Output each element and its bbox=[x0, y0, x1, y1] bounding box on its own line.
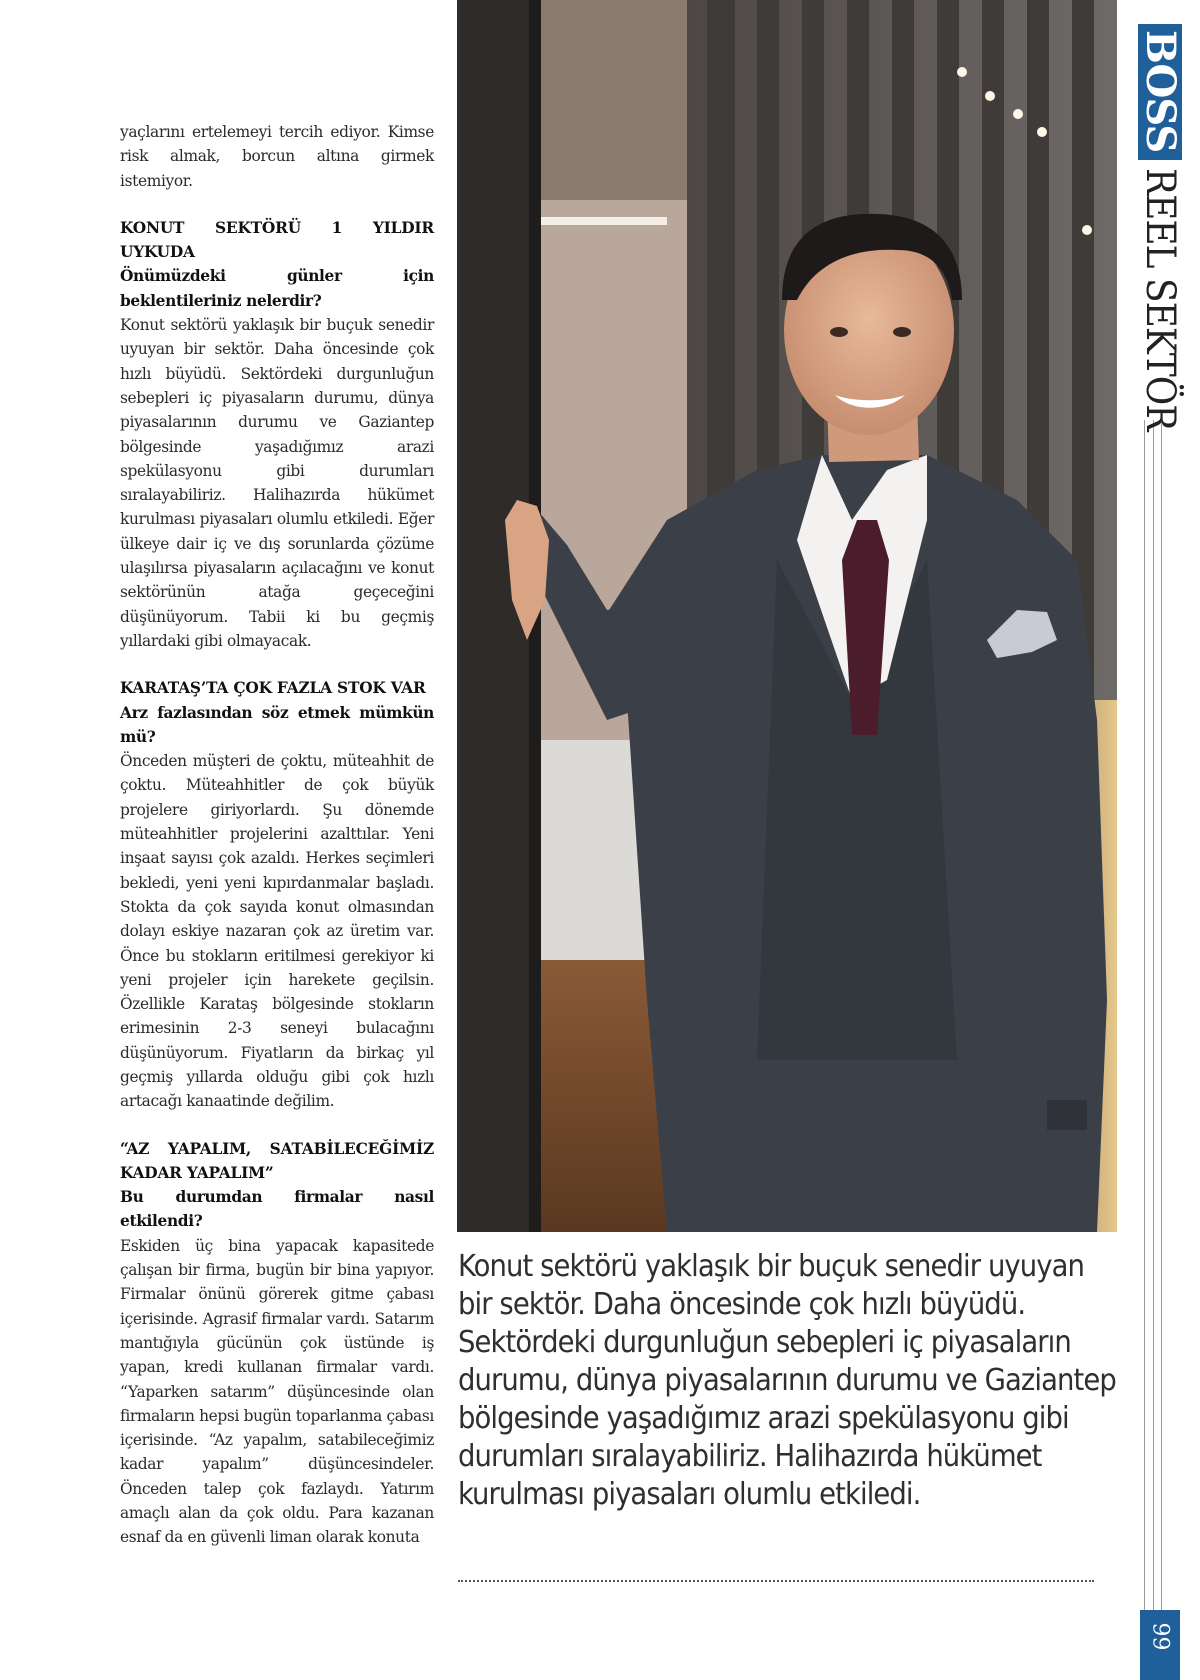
side-decorative-lines bbox=[1144, 420, 1179, 1610]
interview-question: Bu durumdan firmalar nasıl etkilendi? bbox=[120, 1188, 434, 1231]
intro-paragraph: yaçlarını ertelemeyi tercih ediyor. Kimse risk almak, borcun altına girmek istemiyor. bbox=[120, 123, 434, 190]
portrait-photo bbox=[457, 0, 1117, 1232]
interview-question: Arz fazlasından söz etmek mümkün mü? bbox=[120, 703, 434, 746]
section-heading: “AZ YAPALIM, SATABİLECEĞİMİZ KADAR YAPALIM” bbox=[120, 1139, 434, 1182]
interview-answer: Konut sektörü yaklaşık bir buçuk senedir uyuyan bir sektör. Daha öncesinde çok hızlı büyüdü. Sektördeki durgunluğun sebepleri iç piyasaların durumu, dünya piyasalarının durumu ve Gaziantep bölgesinde yaşadığımız arazi spekülasyonu gibi durumları sıralayabiliriz. Halihazırda hükümet kurulması piyasaları olumlu etkiledi. Eğer ülkeye dair iç ve dış sorunlarda çözüme ulaşılırsa piyasaların açılacağını ve konut sektörünün atağa geçeceğini düşünüyorum. Tabii ki bu geçmiş yıllardaki gibi olmayacak. bbox=[120, 316, 434, 650]
interview-answer: Önceden müşteri de çoktu, müteahhit de çoktu. Müteahhitler de çok büyük projelere giriyorlardı. Şu dönemde müteahhitler projelerini azalttılar. Yeni inşaat sayısı çok azaldı. Herkes seçimleri bekledi, yeni yeni kıpırdanmalar başladı. Stokta da çok sayıda konut olmasından dolayı eskiye nazaran çok az üretim var. Önce bu stokların eritilmesi gerekiyor ki yeni projeler için harekete geçilsin. Özellikle Karataş bölgesinde stokların erimesinin 2-3 seneyi bulacağını düşünüyorum. Fiyatların da birkaç yıl geçmiş yıllarda olduğu gibi çok hızlı artacağı kanaatinde değilim. bbox=[120, 752, 434, 1111]
interview-answer: Eskiden üç bina yapacak kapasitede çalışan bir firma, bugün bir bina yapıyor. Firmalar önünü görerek gitme çabası içerisinde. Agrasif firmalar vardı. Satarım mantığıyla gücünün çok üstünde iş yapan, kredi kullanan firmalar vardı. “Yaparken satarım” düşüncesinde olan firmaların hepsi bugün toparlanma çabası içerisinde. “Az yapalım, satabileceğimiz kadar yapalım” düşüncesindeler. Önceden talep çok fazlaydı. Yatırım amaçlı alan da çok oldu. Para kazanan esnaf da en güvenli liman olarak konuta bbox=[120, 1236, 434, 1547]
section-heading: KONUT SEKTÖRÜ 1 YILDIR UYKUDA bbox=[120, 218, 434, 262]
pull-quote: Konut sektörü yaklaşık bir buçuk senedir uyuyan bir sektör. Daha öncesinde çok hızlı büyüdü. Sektördeki durgunluğun sebepleri iç piyasaların durumu, dünya piyasalarının durumu ve Gaziantep bölgesinde yaşadığımız arazi spekülasyonu gibi durumları sıralayabiliriz. Halihazırda hükümet kurulması piyasaları olumlu etkiledi. bbox=[458, 1249, 1116, 1512]
interview-question: Önümüzdeki günler için beklentileriniz nelerdir? bbox=[120, 267, 434, 310]
page-number-badge bbox=[1140, 1610, 1180, 1680]
brand-label: BOSS bbox=[1138, 24, 1182, 160]
article-text-column bbox=[120, 120, 434, 1550]
pull-quote-dotted-rule bbox=[458, 1580, 1094, 1582]
vertical-masthead bbox=[1138, 24, 1182, 431]
section-label: REEL SEKTÖR bbox=[1137, 168, 1183, 431]
section-heading: KARATAŞ’TA ÇOK FAZLA STOK VAR bbox=[120, 679, 426, 698]
page-number: 99 bbox=[1147, 1622, 1173, 1651]
